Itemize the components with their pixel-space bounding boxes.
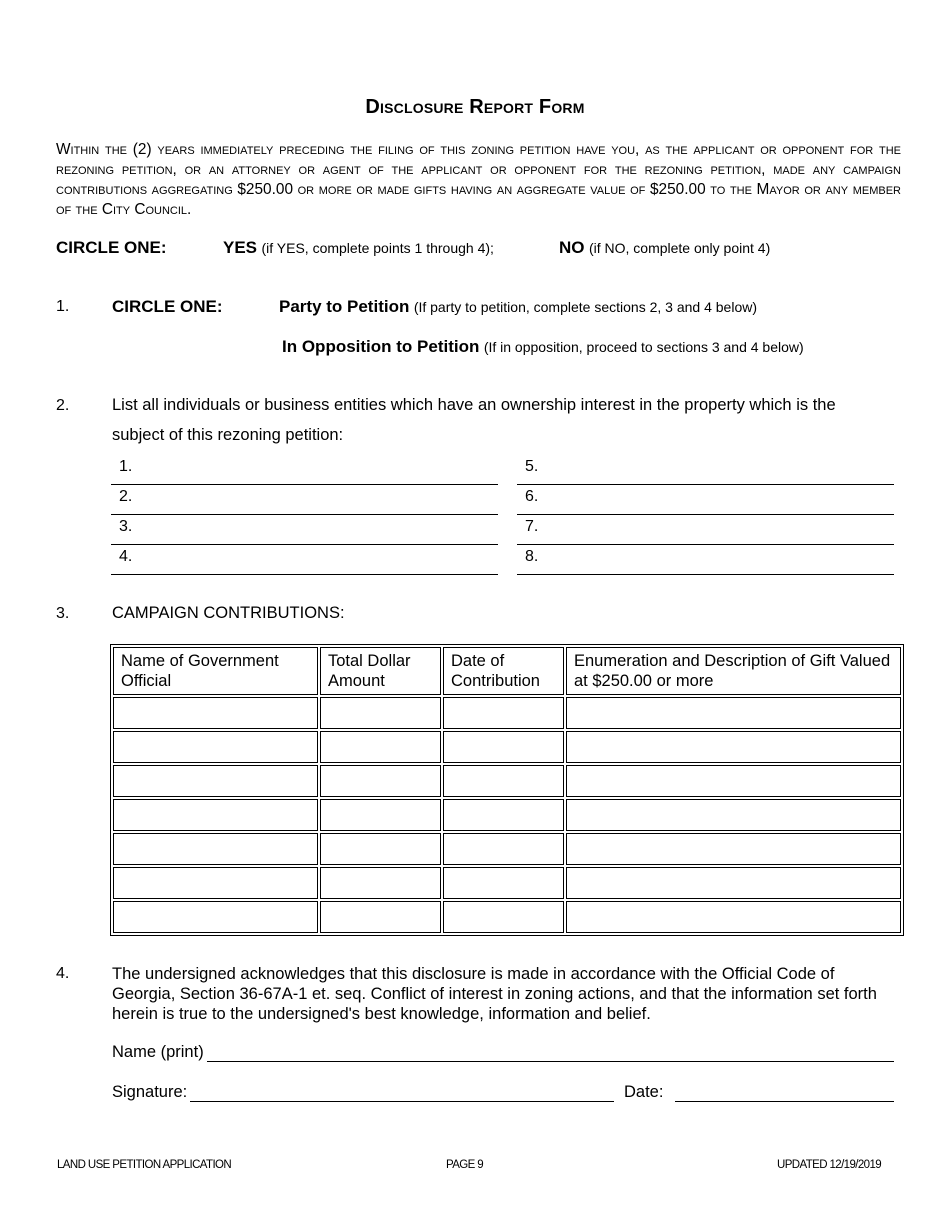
column-header-amount: Total Dollar Amount [320, 647, 441, 695]
ownership-list-right [517, 455, 894, 575]
no-note: (if NO, complete only point 4) [588, 240, 771, 256]
item3-number: 3. [56, 605, 70, 622]
footer-left: LAND USE PETITION APPLICATION [57, 1159, 232, 1171]
ownership-field[interactable] [111, 485, 498, 515]
opposition-option[interactable] [282, 337, 804, 357]
table-cell[interactable] [566, 867, 901, 899]
date-label: Date: [624, 1083, 664, 1101]
opposition-note: (If in opposition, proceed to sections 3 and 4 below) [483, 339, 804, 355]
ownership-number: 6. [525, 488, 539, 505]
ownership-number: 1. [119, 458, 133, 475]
table-cell[interactable] [566, 697, 901, 729]
party-to-petition-option[interactable] [279, 297, 757, 317]
column-header-official: Name of Government Official [113, 647, 318, 695]
ownership-field[interactable] [517, 485, 894, 515]
table-cell[interactable] [113, 799, 318, 831]
no-label: NO [559, 238, 585, 257]
ownership-number: 2. [119, 488, 133, 505]
date-field[interactable] [675, 1083, 894, 1102]
column-header-date: Date of Contribution [443, 647, 564, 695]
table-row [113, 901, 901, 933]
opposition-label: In Opposition to Petition [282, 337, 480, 356]
ownership-number: 8. [525, 548, 539, 565]
table-cell[interactable] [566, 731, 901, 763]
table-cell[interactable] [443, 697, 564, 729]
item4-number: 4. [56, 965, 70, 982]
table-cell[interactable] [113, 867, 318, 899]
ownership-field[interactable] [111, 545, 498, 575]
table-cell[interactable] [443, 765, 564, 797]
table-row [113, 833, 901, 865]
table-cell[interactable] [113, 731, 318, 763]
table-cell[interactable] [320, 833, 441, 865]
ownership-field[interactable] [517, 545, 894, 575]
ownership-number: 3. [119, 518, 133, 535]
table-cell[interactable] [566, 799, 901, 831]
table-cell[interactable] [113, 765, 318, 797]
item1-number: 1. [56, 298, 70, 315]
table-cell[interactable] [566, 901, 901, 933]
page-title: Disclosure Report Form [365, 96, 585, 118]
ownership-field[interactable] [111, 515, 498, 545]
ownership-field[interactable] [517, 455, 894, 485]
signature-field[interactable] [190, 1083, 614, 1102]
table-cell[interactable] [443, 833, 564, 865]
ownership-number: 4. [119, 548, 133, 565]
table-cell[interactable] [113, 697, 318, 729]
name-print-field[interactable] [207, 1043, 894, 1062]
item1-circle-one-label: CIRCLE ONE: [112, 297, 223, 316]
table-cell[interactable] [443, 901, 564, 933]
ownership-field[interactable] [111, 455, 498, 485]
table-cell[interactable] [566, 765, 901, 797]
party-note: (If party to petition, complete sections 2, 3 and 4 below) [413, 299, 757, 315]
ownership-field[interactable] [517, 515, 894, 545]
intro-paragraph: Within the (2) years immediately preceding the filing of this zoning petition have you, as the applicant or opponent for the rezoning petition, or an attorney or agent of the applicant or opponent for the rezoning petition, made any campaign contributions aggregating $250.00 or more or made gifts having an aggregate value of $250.00 to the Mayor or any member of the City Council. [56, 141, 901, 218]
table-header-row [113, 647, 901, 695]
footer-updated-date: UPDATED 12/19/2019 [777, 1159, 882, 1171]
no-option[interactable] [559, 238, 770, 258]
table-cell[interactable] [320, 799, 441, 831]
table-cell[interactable] [320, 731, 441, 763]
table-cell[interactable] [320, 867, 441, 899]
footer-page-number: PAGE 9 [446, 1159, 484, 1171]
table-cell[interactable] [443, 867, 564, 899]
item4-text: The undersigned acknowledges that this disclosure is made in accordance with the Official Code of Georgia, Section 36-67A-1 et. seq. Conflict of interest in zoning actions, and that the information set forth herein is true to the undersigned's best knowledge, information and belief. [112, 965, 877, 1023]
table-cell[interactable] [320, 765, 441, 797]
column-header-gift: Enumeration and Description of Gift Valued at $250.00 or more [566, 647, 901, 695]
table-row [113, 697, 901, 729]
table-cell[interactable] [320, 901, 441, 933]
table-row [113, 731, 901, 763]
table-cell[interactable] [113, 833, 318, 865]
table-cell[interactable] [113, 901, 318, 933]
table-row [113, 765, 901, 797]
table-cell[interactable] [443, 799, 564, 831]
ownership-list-left [111, 455, 498, 575]
circle-one-label: CIRCLE ONE: [56, 238, 167, 257]
contributions-table [110, 644, 904, 936]
yes-note: (if YES, complete points 1 through 4); [261, 240, 494, 256]
ownership-number: 5. [525, 458, 539, 475]
yes-option[interactable] [223, 238, 494, 258]
ownership-number: 7. [525, 518, 539, 535]
item2-text: List all individuals or business entities which have an ownership interest in the property which is the subject of this rezoning petition: [112, 396, 836, 444]
table-cell[interactable] [566, 833, 901, 865]
table-row [113, 867, 901, 899]
signature-label: Signature: [112, 1083, 188, 1101]
item3-heading: CAMPAIGN CONTRIBUTIONS: [112, 604, 345, 622]
item2-number: 2. [56, 397, 70, 414]
name-print-label: Name (print) [112, 1043, 204, 1061]
table-cell[interactable] [443, 731, 564, 763]
table-cell[interactable] [320, 697, 441, 729]
table-row [113, 799, 901, 831]
yes-label: YES [223, 238, 258, 257]
party-label: Party to Petition [279, 297, 410, 316]
